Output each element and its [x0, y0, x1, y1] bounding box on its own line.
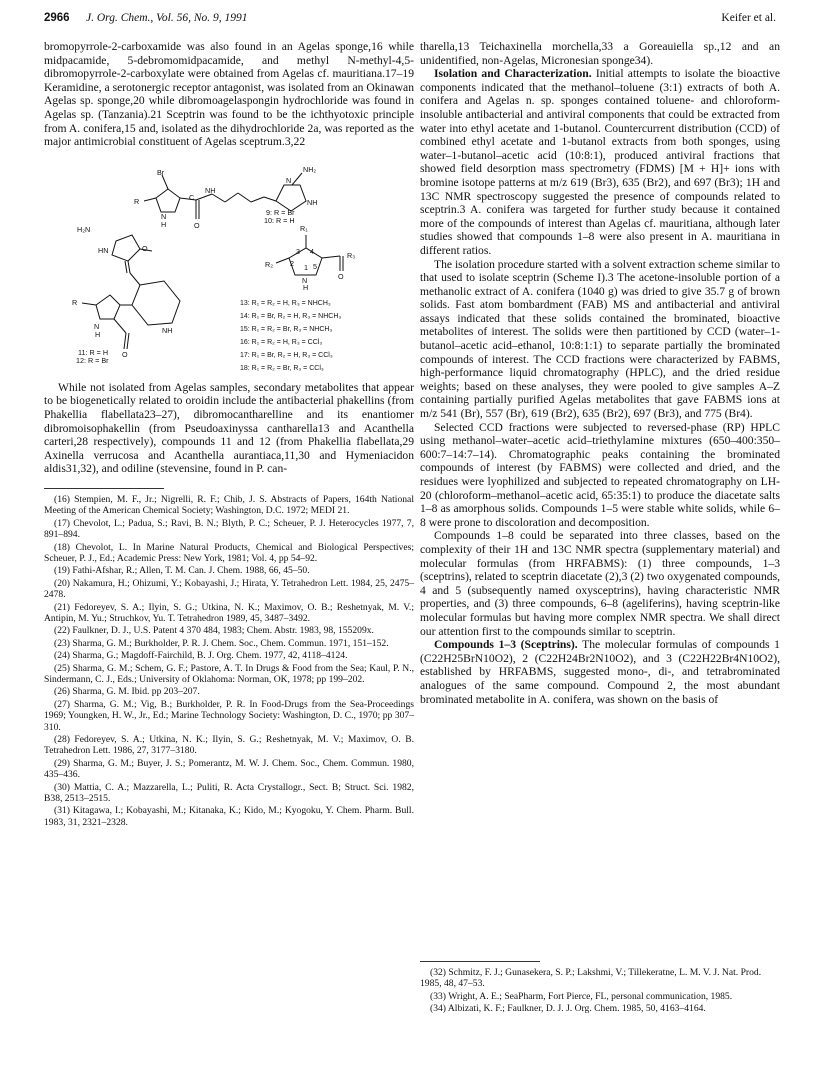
compound-label-10: 10: R = H [264, 215, 295, 225]
running-header [0, 12, 820, 30]
footnote-22: (22) Faulkner, D. J., U.S. Patent 4 370 484, 1983; Chem. Abstr. 1983, 98, 155209x. [54, 625, 374, 637]
atom-nh: NH [307, 197, 318, 207]
footnote-18: (18) Chevolot, L. In Marine Natural Products, Chemical and Biological Perspectives; Scheuer, P. J., Ed.; Academic Press: New York, 1981; Vol. 4, pp 54–92. [44, 541, 414, 564]
section-heading-sceptrins: Compounds 1–3 (Sceptrins). [434, 638, 578, 652]
structure-9-10 [134, 165, 317, 230]
compound-label-9: 9: R = Br [266, 207, 295, 217]
atom-r1: R₁ [300, 223, 308, 233]
compound-14: 14: R₁ = Br, R₂ = H, R₃ = NHCH₃ [240, 312, 342, 320]
right-column [420, 40, 780, 706]
atom-nh: NH [205, 185, 216, 195]
footnote-23: (23) Sharma, G. M.; Burkholder, P. R. J. Chem. Soc., Chem. Commun. 1971, 151–152. [54, 637, 389, 649]
atom-n: N [94, 321, 100, 331]
left-column [44, 40, 414, 829]
running-authors: Keifer et al. [721, 12, 776, 24]
atom-h: H [303, 282, 309, 292]
structures-figure [44, 153, 414, 375]
compound-15: 15: R₁ = R₂ = Br, R₃ = NHCH₃ [240, 325, 333, 333]
footnote-20: (20) Nakamura, H.; Ohizumi, Y.; Kobayashi, J.; Hirata, Y. Tetrahedron Lett. 1984, 25, 2475–2478. [44, 577, 414, 601]
atom-nh: NH [162, 325, 173, 335]
sceptrins-text: The molecular formulas of compounds 1 (C22H25BrN10O2), 2 (C22H24Br2N10O2), and 3 (C22H22Br4N10O2), established by HRFABMS, suggested mono-, di-, and tetrabrominated analogues of the same compound. Compound 2, the most abundant brominated metabolite in A. conifera, was shown on the basis of [420, 638, 780, 706]
right-paragraph-1: tharella,13 Teichaxinella morchella,33 a Goreauiella sp.,12 and an unidentified, non-Agelas, Micronesian sponge34). [420, 40, 780, 67]
structure-13-18 [265, 224, 355, 292]
section-heading-isolation: Isolation and Characterization. [434, 67, 592, 81]
sceptrins-paragraph [420, 638, 780, 706]
footnote-34: (34) Albizati, K. F.; Faulkner, D. J. J. Org. Chem. 1985, 50, 4163–4164. [430, 1003, 706, 1015]
footnote-31: (31) Kitagawa, I.; Kobayashi, M.; Kitanaka, K.; Kido, M.; Kyogoku, Y. Chem. Pharm. Bull. 1983, 31, 2321–2328. [44, 805, 414, 828]
atom-nh2: NH₂ [303, 164, 317, 174]
atom-n: N [161, 211, 167, 221]
compound-list-13-18 [240, 300, 341, 372]
atom-o: O [194, 220, 200, 230]
compound-18: 18: R₁ = R₂ = Br, R₃ = CCl₃ [240, 364, 324, 372]
page-number: 2966 [44, 12, 70, 24]
right-paragraph-3: The isolation procedure started with a solvent extraction scheme similar to that used to isolate sceptrin (Scheme I).3 The acetone-insoluble portion of a methanolic extract of A. conifera (1040 g) was dried to give 35.7 g of brown solids. Fast atom bombardment (FAB) MS and antibacterial and antiviral assays indicated that these solids contained the brominated, bioactive metabolites of interest. The solids were then partitioned by CCD (water–1-butanol–acetic acid–ethanol, 10:8:1:1) to separate partially the brominated compounds of interest. The CCD fractions were characterized by FABMS, high-performance liquid chromatography (HPLC), and the dried residue weights; based on these analyses, they were pooled to give samples A–Z containing partially purified Agelas metabolites that gave FABMS ions at m/z 541 (Br), 557 (Br), 619 (Br2), 635 (Br2), 697 (Br3), and 775 (Br4). [420, 257, 780, 421]
ring-number-3: 3 [296, 246, 300, 256]
atom-n: N [302, 275, 308, 285]
footnote-17: (17) Chevolot, L.; Padua, S.; Ravi, B. N.; Blyth, P. C.; Scheuer, P. J. Heterocycles 1977, 7, 891–894. [44, 517, 414, 541]
footnote-26: (26) Sharma, G. M. Ibid. pp 203–207. [54, 686, 200, 698]
atom-h: H [95, 329, 101, 339]
footnote-25: (25) Sharma, G. M.; Schem, G. F.; Pastore, A. T. In Drugs & Food from the Sea; Kaul, P. N., Sindermann, C. J., Eds.; University of Oklahoma: Norman, OK, 1978; pp 199–202. [44, 662, 414, 685]
compound-label-12: 12: R = Br [76, 355, 109, 365]
chemical-structures [44, 153, 414, 375]
left-paragraph-1: bromopyrrole-2-carboxamide was also found in an Agelas sponge,16 while midpacamide, 5-debromomidpacamide, and methyl N-methyl-4,5-dibromopyrrole-2-carboxylate were obtained from Agelas cf. mauritiana.17–19 Keramidine, a serotonergic receptor antagonist, was isolated from an Okinawan Agelas sp. sponge,20 while dibromoagelaspongin hydrochloride was found in Agelas sp. (Tanzania).21 Sceptrin was found to be the ichthyotoxic principle from A. conifera,15 and, isolated as the dihydrochloride 2a, was reported as the major antimicrobial constituent of Agelas sceptrum.3,22 [44, 40, 414, 149]
compound-16: 16: R₁ = R₂ = H, R₃ = CCl₃ [240, 338, 323, 346]
compound-17: 17: R₁ = Br, R₂ = H, R₃ = CCl₃ [240, 351, 333, 359]
footnote-21: (21) Fedoreyev, S. A.; Ilyin, S. G.; Utkina, N. K.; Maximov, O. B.; Reshetnyak, M. V.; Antipin, M. Yu.; Struchkov, Yu. T. Tetrahedron 1989, 45, 3487–3492. [44, 601, 414, 624]
ring-number-1: 1 [304, 262, 308, 272]
left-footnotes [44, 488, 414, 828]
footnote-30: (30) Mattia, C. A.; Mazzarella, L.; Puliti, R. Acta Crystallogr., Sect. B; Struct. Sci. 1982, B38, 2513–2515. [44, 781, 414, 805]
ring-number-2: 2 [290, 258, 294, 268]
isolation-text: Initial attempts to isolate the bioactive components indicated that the methanol–toluene (3:1) extracts of both A. conifera and Agelas n. sp. sponges contained toluene- and chloroform-insoluble antibacterial and antiviral components that could be extracted from water into ethyl acetate and 1-butanol. Countercurrent distribution (CCD) of combined ethyl acetate and 1-butanol extracts from both sponges, using water–1-butanol–acetic acid (10:8:1), produced antiviral fractions that showed field desorption mass spectrometry (FDMS) [M + H]+ ions with bromine isotope patterns at m/z 619 (Br3), 635 (Br2), and 697 (Br3); 1H and 13C NMR spectroscopy suggested the presence of compounds related to sceptrin.3 A. conifera was targeted for further study because it contained more of the compounds of interest than Agelas cf. mauritiana, although later studies showed that compounds 1–8 were also present in A. mauritiana in different ratios. [420, 67, 780, 257]
footnote-33: (33) Wright, A. E.; SeaPharm, Fort Pierce, FL, personal communication, 1985. [430, 990, 733, 1002]
atom-c: C [189, 192, 195, 202]
atom-n: N [286, 175, 292, 185]
structure-11-12 [72, 225, 180, 365]
atom-r3: R₃ [347, 250, 356, 260]
atom-r2: R₂ [265, 259, 273, 269]
atom-r: R [72, 297, 78, 307]
isolation-paragraph [420, 67, 780, 257]
atom-o: O [142, 243, 148, 253]
ring-number-5: 5 [313, 261, 317, 271]
compound-label-11: 11: R = H [78, 347, 109, 357]
footnote-19: (19) Fathi-Afshar, R.; Allen, T. M. Can. J. Chem. 1988, 66, 45–50. [54, 565, 310, 577]
right-footnotes [420, 961, 780, 1016]
atom-h: H [161, 219, 167, 229]
atom-o: O [122, 349, 128, 359]
footnote-divider [44, 488, 164, 489]
footnote-32: (32) Schmitz, F. J.; Gunasekera, S. P.; Lakshmi, V.; Tillekeratne, L. M. V. J. Nat. Prod. 1985, 48, 47–53. [420, 967, 762, 990]
right-paragraph-5: Compounds 1–8 could be separated into three classes, based on the complexity of their 1H and 13C NMR spectra (supplementary material) and molecular formulas (from HRFABMS): (1) three compounds, 1–3 (sceptrins), related to sceptrin diacetate (2),3 (2) two oxygenated compounds, 4 and 5 (subsequently named oxysceptrins), having characteristic NMR properties, and (3) three compounds, 6–8 (ageliferins), having sceptrin-like molecular formulas but having more complex NMR spectra. We shall direct our attention first to the compounds similar to sceptrin. [420, 529, 780, 638]
atom-hn: HN [98, 245, 109, 255]
left-paragraph-2: While not isolated from Agelas samples, secondary metabolites that appear to be biogenetically related to oroidin include the antibacterial phakellins (from Phakellia flabellata23–27), dibromocantharelline and its enantiomer dibromoisophakellin (from Pseudoaxinyssa cantharella13 and Acanthella carteri,28 respectively), compounds 11 and 12 (from Phakellia flabellata,29 Axinella verrucosa and Acanthella aurantiaca,11,30 and Hymeniacidon aldis31,32), and odiline (stevensine, found in P. can- [44, 380, 414, 476]
right-paragraph-4: Selected CCD fractions were subjected to reversed-phase (RP) HPLC using methanol–water–acetic acid–triethylamine mixtures (650–400:350–600:7–14:7–14). Chromatographic peaks containing the brominated compounds of interest (by FABMS) were collected and dried, and the residues were lyophilized and subjected to repeated chromatography on LH-20 (chloroform–methanol–acetic acid, 65:35:1) to produce the diacetate salts 1–8 as amorphous solids. Compounds 1–5 were stable white solids, while 6–8 were prone to discoloration and decomposition. [420, 420, 780, 529]
atom-h2n: H₂N [77, 224, 91, 234]
footnote-27: (27) Sharma, G. M.; Vig, B.; Burkholder, P. R. In Food-Drugs from the Sea-Proceedings 1969; Youngken, H. W., Jr., Ed.; Marine Technology Society: Washington, D. C., 1970; pp 307–310. [44, 698, 414, 733]
atom-br: Br [157, 167, 165, 177]
footnote-16: (16) Stempien, M. F., Jr.; Nigrelli, R. F.; Chib, J. S. Abstracts of Papers, 164th National Meeting of the American Chemical Society; Washington, D.C. 1972; MEDI 21. [44, 493, 414, 517]
journal-citation: J. Org. Chem., Vol. 56, No. 9, 1991 [86, 12, 248, 24]
footnote-28: (28) Fedoreyev, S. A.; Utkina, N. K.; Ilyin, S. G.; Reshetnyak, M. V.; Maximov, O. B. Tetrahedron Lett. 1986, 27, 3177–3180. [44, 734, 414, 757]
atom-r: R [134, 196, 140, 206]
atom-o: O [338, 271, 344, 281]
footnote-divider [420, 961, 540, 962]
footnote-29: (29) Sharma, G. M.; Buyer, J. S.; Pomerantz, M. W. J. Chem. Soc., Chem. Commun. 1980, 435–436. [44, 757, 414, 781]
footnote-24: (24) Sharma, G.; Magdoff-Fairchild, B. J. Org. Chem. 1977, 42, 4118–4124. [54, 650, 348, 662]
compound-13: 13: R₁ = R₂ = H, R₃ = NHCH₃ [240, 299, 331, 307]
ring-number-4: 4 [310, 246, 314, 256]
